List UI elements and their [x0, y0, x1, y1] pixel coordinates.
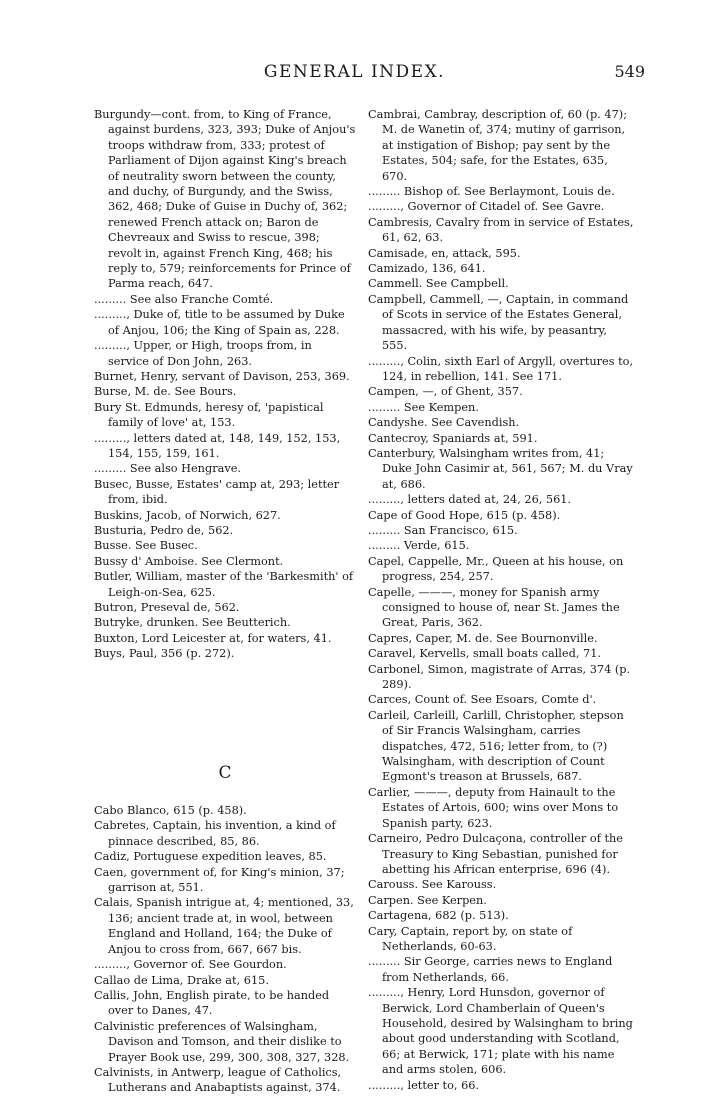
index-entry: Cape of Good Hope, 615 (p. 458).	[368, 508, 561, 522]
index-entry: Carouss. See Karouss.	[368, 878, 497, 892]
index-entry: Cabretes, Captain, his invention, a kind of pinnace described, 85, 86.	[94, 819, 336, 848]
index-entry: Butron, Preseval de, 562.	[94, 601, 240, 614]
index-entry: Carleil, Carleill, Carlill, Christopher, stepson of Sir Francis Walsingham, carries dispatches, 472, 516; letter from, to (?) Walsingham, with description of Count Egmont's treason at Brussels, 687.	[368, 708, 624, 784]
index-entry: ......... Verde, 615.	[368, 539, 470, 553]
index-entry: Butler, William, master of the 'Barkesmith' of Leigh-on-Sea, 625.	[94, 570, 354, 599]
index-entry: Callis, John, English pirate, to be handed over to Danes, 47.	[94, 988, 330, 1018]
index-entry: Capel, Cappelle, Mr., Queen at his house, on progress, 254, 257.	[368, 554, 624, 584]
index-entry: ........., letters dated at, 24, 26, 561.	[368, 493, 572, 507]
index-entry: Canterbury, Walsingham writes from, 41; Duke John Casimir at, 561, 567; M. du Vray at, 686.	[368, 446, 633, 491]
index-entry: ........., Henry, Lord Hunsdon, governor of Berwick, Lord Chamberlain of Queen's Household, desired by Walsingham to bring about good understanding with Scotland, 66; at Berwick, 171; plate with his name and arms stolen, 606.	[368, 986, 633, 1077]
index-entry: ........., letters dated at, 148, 149, 152, 153, 154, 155, 159, 161.	[94, 431, 341, 460]
index-entry: Busse. See Busec.	[94, 539, 198, 553]
index-entry: ........., Upper, or High, troops from, in service of Don John, 263.	[94, 339, 312, 368]
index-entry: ......... See also Hengrave.	[94, 462, 241, 476]
index-entry: Carpen. See Kerpen.	[368, 893, 487, 907]
index-entry: Campbell, Cammell, —, Captain, in command of Scots in service of the Estates General, massacred, with his wife, by peasantry, 555.	[368, 292, 629, 353]
index-entry: Camisade, en, attack, 595.	[368, 246, 521, 260]
page-header	[0, 62, 709, 86]
index-entry: Cadiz, Portuguese expedition leaves, 85.	[94, 850, 327, 864]
index-entry: Busec, Busse, Estates' camp at, 293; letter from, ibid.	[94, 477, 340, 507]
index-entry: Burgundy—cont. from, to King of France, against burdens, 323, 393; Duke of Anjou's troops withdraw from, 333; protest of Parliament of Dijon against King's breach of neutrality sworn between the county, and duchy, of Burgundy, and the Swiss, 362, 468; Duke of Guise in Duchy of, 362; renewed French attack on; Baron de Chevreaux and Swiss to rescue, 398; revolt in, against French King, 468; his reply to, 579; reinforcements for Prince of Parma reach, 647.	[94, 108, 356, 291]
index-entry: Cary, Captain, report by, on state of Netherlands, 60-63.	[368, 924, 573, 953]
index-entry: Buys, Paul, 356 (p. 272).	[94, 647, 235, 661]
index-entry: Calvinists, in Antwerp, league of Catholics, Lutherans and Anabaptists against, 374.	[94, 1065, 342, 1095]
index-entry: Camizado, 136, 641.	[368, 262, 486, 276]
running-title: GENERAL INDEX.	[263, 62, 446, 82]
index-entry: Callao de Lima, Drake at, 615.	[94, 973, 269, 987]
index-entry: ......... Bishop of. See Berlaymont, Louis de.	[368, 185, 615, 199]
index-entry: ........., letter to, 66.	[368, 1078, 480, 1092]
index-entry: Cartagena, 682 (p. 513).	[368, 909, 509, 923]
index-entry: Calais, Spanish intrigue at, 4; mentioned, 33, 136; ancient trade at, in wool, between England and Holland, 164; the Duke of Anjou to cross from, 667, 667 bis.	[94, 896, 354, 956]
index-entry: ......... See also Franche Comté.	[94, 292, 274, 306]
index-entry: Bussy d' Amboise. See Clermont.	[94, 554, 284, 568]
page-number: 549	[614, 62, 645, 81]
index-entry: Carneiro, Pedro Dulcaçona, controller of the Treasury to King Sebastian, punished for abetting his African enterprise, 696 (4).	[368, 832, 623, 876]
left-column	[94, 107, 356, 1096]
index-entry: Cambresis, Cavalry from in service of Estates, 61, 62, 63.	[368, 215, 634, 245]
index-entry: Carces, Count of. See Esoars, Comte d'.	[368, 693, 597, 707]
index-entry: ........., Duke of, title to be assumed by Duke of Anjou, 106; the King of Spain as, 228.	[94, 308, 345, 337]
index-entry: ......... San Francisco, 615.	[368, 523, 518, 537]
index-entry: Carlier, ———, deputy from Hainault to the Estates of Artois, 600; wins over Mons to Spanish party, 623.	[368, 785, 619, 830]
index-entry: Butryke, drunken. See Beutterich.	[94, 616, 291, 630]
index-entry: Cammell. See Campbell.	[368, 277, 509, 291]
index-entry: Calvinistic preferences of Walsingham, Davison and Tomson, and their dislike to Prayer Book use, 299, 300, 308, 327, 328.	[94, 1019, 350, 1064]
index-entry: Cabo Blanco, 615 (p. 458).	[94, 804, 247, 818]
index-entry: Cantecroy, Spaniards at, 591.	[368, 431, 538, 445]
index-entry: Buskins, Jacob, of Norwich, 627.	[94, 508, 281, 522]
index-entry: Capres, Caper, M. de. See Bournonville.	[368, 631, 598, 645]
index-entry: Capelle, ———, money for Spanish army consigned to house of, near St. James the Great, Paris, 362.	[368, 585, 620, 630]
index-entry: ........., Colin, sixth Earl of Argyll, overtures to, 124, in rebellion, 141. See 171.	[368, 354, 634, 383]
index-entry: Cambrai, Cambray, description of, 60 (p. 47); M. de Wanetin of, 374; mutiny of garrison, at instigation of Bishop; pay sent by the Estates, 504; safe, for the Estates, 635, 670.	[368, 108, 628, 183]
index-entry: Caen, government of, for King's minion, 37; garrison at, 551.	[94, 865, 345, 895]
index-entry: ......... Sir George, carries news to England from Netherlands, 66.	[368, 955, 613, 984]
right-column	[368, 107, 634, 1093]
section-letter: C	[218, 762, 232, 783]
index-entry: Busturia, Pedro de, 562.	[94, 523, 234, 537]
index-entry: ......... See Kempen.	[368, 400, 479, 414]
index-entry: Carbonel, Simon, magistrate of Arras, 374 (p. 289).	[368, 662, 631, 692]
index-entry: Caravel, Kervells, small boats called, 71.	[368, 647, 601, 661]
index-entry: Burse, M. de. See Bours.	[94, 385, 237, 399]
index-entry: Buxton, Lord Leicester at, for waters, 41.	[94, 631, 332, 645]
index-entry: ........., Governor of Citadel of. See Gavre.	[368, 200, 605, 214]
index-entry: Campen, —, of Ghent, 357.	[368, 385, 523, 399]
index-entry: ........., Governor of. See Gourdon.	[94, 958, 287, 972]
index-entry: Burnet, Henry, servant of Davison, 253, 369.	[94, 369, 350, 383]
index-entry: Candyshe. See Cavendish.	[368, 416, 520, 430]
index-entry: Bury St. Edmunds, heresy of, 'papistical family of love' at, 153.	[94, 400, 324, 430]
